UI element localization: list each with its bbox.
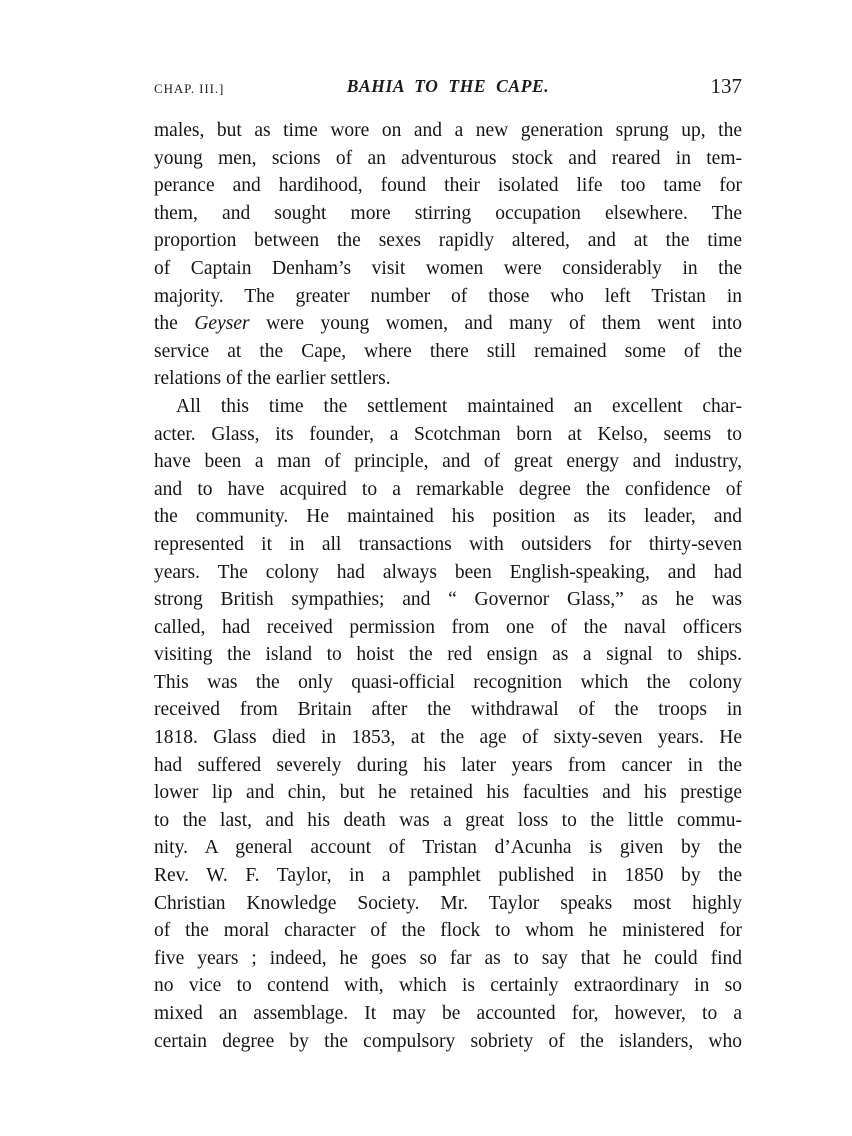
text-line [154,779,742,807]
text-segment: relations of the earlier settlers. [154,368,391,390]
text-line [154,255,742,283]
text-line [154,338,742,366]
text-line [154,724,742,752]
text-segment: young men, scions of an adventurous stock and reared in tem- [154,147,742,169]
text-segment: service at the Cape, where there still remained some of the [154,340,742,362]
text-segment: represented it in all transactions with outsiders for thirty-seven [154,533,742,555]
text-segment: acter. Glass, its founder, a Scotchman born at Kelso, seems to [154,423,742,445]
text-segment: were young women, and many of them went into [249,313,743,335]
text-segment: strong British sympathies; and “ Governor Glass,” as he was [154,589,742,611]
text-line [154,917,742,945]
text-segment: received from Britain after the withdrawal of the troops in [154,699,742,721]
text-segment: called, had received permission from one of the naval officers [154,616,742,638]
text-segment: All this time the settlement maintained an excellent char- [176,395,742,417]
text-line [154,448,742,476]
text-line [154,586,742,614]
text-line [154,476,742,504]
paragraph [154,393,742,1055]
text-line [154,172,742,200]
text-line [154,1000,742,1028]
text-line [154,614,742,642]
text-segment: Rev. W. F. Taylor, in a pamphlet published in 1850 by the [154,865,742,887]
text-segment: years. The colony had always been English-speaking, and had [154,561,742,583]
text-line [154,283,742,311]
text-segment: of the moral character of the flock to whom he ministered for [154,920,742,942]
text-segment: visiting the island to hoist the red ensign as a signal to ships. [154,644,742,666]
text-line [154,752,742,780]
text-segment: perance and hardihood, found their isolated life too tame for [154,175,742,197]
page-number: 137 [710,74,742,98]
text-line [154,531,742,559]
text-segment: This was the only quasi-official recognition which the colony [154,671,742,693]
text-segment: to the last, and his death was a great loss to the little commu- [154,809,742,831]
text-segment: lower lip and chin, but he retained his faculties and his prestige [154,782,742,804]
text-line [154,421,742,449]
page-header [154,74,742,102]
chapter-label: CHAP. III.] [154,81,225,96]
text-line [154,807,742,835]
text-line [154,200,742,228]
text-segment: nity. A general account of Tristan d’Acunha is given by the [154,837,742,859]
text-segment: Christian Knowledge Society. Mr. Taylor speaks most highly [154,892,742,914]
text-line [154,862,742,890]
text-segment: males, but as time wore on and a new generation sprung up, the [154,120,742,141]
text-segment: proportion between the sexes rapidly altered, and at the time [154,230,742,252]
text-line [154,834,742,862]
text-line [154,641,742,669]
text-line [154,1028,742,1056]
text-line [154,393,742,421]
text-segment: the community. He maintained his position as its leader, and [154,506,742,528]
text-line [154,365,742,393]
text-segment: five years ; indeed, he goes so far as to say that he could find [154,947,742,969]
text-line [154,945,742,973]
text-segment: had suffered severely during his later years from cancer in the [154,754,742,776]
text-segment: the [154,313,195,335]
page-body [154,117,742,1055]
text-line [154,559,742,587]
text-line [154,669,742,697]
text-segment: majority. The greater number of those who left Tristan in [154,285,742,307]
text-line [154,890,742,918]
text-segment: and to have acquired to a remarkable degree the confidence of [154,478,742,500]
text-segment: no vice to contend with, which is certainly extraordinary in so [154,975,742,997]
text-segment: of Captain Denham’s visit women were considerably in the [154,257,742,279]
text-segment: them, and sought more stirring occupation elsewhere. The [154,202,742,224]
text-segment: certain degree by the compulsory sobriety of the islanders, who [154,1030,742,1052]
text-line [154,310,742,338]
text-line [154,503,742,531]
paragraph [154,117,742,393]
text-line [154,696,742,724]
text-line [154,145,742,173]
text-segment: mixed an assemblage. It may be accounted for, however, to a [154,1003,742,1024]
italic-ship-name: Geyser [194,313,250,335]
text-line [154,117,742,145]
running-title: BAHIA TO THE CAPE. [346,76,550,96]
text-segment: have been a man of principle, and of great energy and industry, [154,451,742,473]
text-line [154,972,742,1000]
text-line [154,227,742,255]
text-segment: 1818. Glass died in 1853, at the age of sixty-seven years. He [154,727,742,749]
